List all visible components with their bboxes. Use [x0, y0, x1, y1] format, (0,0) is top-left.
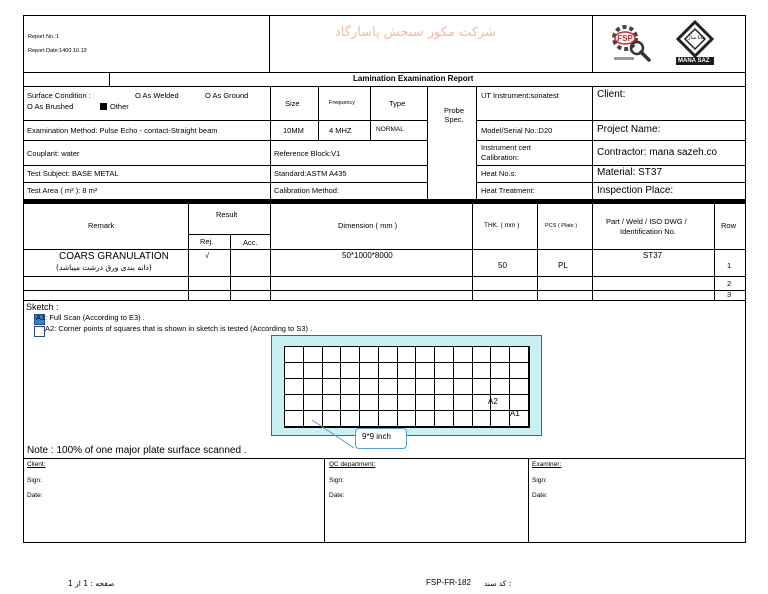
grid-label-a2: A2: [488, 397, 498, 406]
test-area: Test Area ( m² ): 8 m²: [27, 186, 98, 195]
examination-method: Examination Method: Pulse Echo - contact-Straight beam: [27, 126, 218, 135]
grid-cell: [491, 363, 510, 379]
type-label: Type: [389, 99, 406, 108]
grid-cell: [454, 411, 473, 427]
grid-cell: [341, 363, 360, 379]
grid-label-a1: A1: [510, 409, 520, 418]
table-row-1-thk: 50: [498, 261, 507, 270]
signature-examiner-sign: Sign:: [532, 477, 547, 484]
grid-cell: [416, 395, 435, 411]
option-as-welded[interactable]: O As Welded: [135, 91, 179, 100]
grid-cell: [360, 395, 379, 411]
report-title: Lamination Examination Report: [353, 74, 474, 83]
frequency-label: Frequency: [329, 100, 355, 106]
signature-client-sign: Sign:: [27, 477, 42, 484]
grid-cell: [473, 411, 492, 427]
grid-cell: [398, 379, 417, 395]
grid-cell: [360, 379, 379, 395]
dimension-header: Dimension ( mm ): [338, 221, 398, 230]
signature-client-label: Client:: [27, 461, 46, 468]
part-header-line1: Part / Weld / ISO DWG /: [606, 217, 687, 226]
grid-cell: [304, 395, 323, 411]
project-name: Project Name:: [597, 124, 661, 135]
sketch-label: Sketch :: [26, 302, 59, 312]
grid-cell: [435, 347, 454, 363]
grid-cell: [510, 363, 529, 379]
table-row-1-rej: √: [205, 251, 210, 260]
note: Note : 100% of one major plate surface scanned .: [27, 445, 247, 456]
test-subject: Test Subject: BASE METAL: [27, 169, 119, 178]
report-date: Report Date:1400.10.13: [28, 48, 87, 54]
grid-cell: [341, 347, 360, 363]
rej-header: Rej.: [200, 237, 214, 246]
instrument-cert-line2: Calibration:: [481, 153, 519, 162]
signature-qc-sign: Sign:: [329, 477, 344, 484]
table-row-1-number: 1: [727, 261, 732, 270]
grid-cell: [304, 347, 323, 363]
size-value: 10MM: [283, 126, 304, 135]
grid-cell: [323, 363, 342, 379]
grid-cell: [285, 347, 304, 363]
grid-cell: [473, 347, 492, 363]
company-name: شرکت مکور سنجش پاسارگاد: [335, 25, 496, 40]
signature-client-date: Date:: [27, 492, 43, 499]
result-header: Result: [216, 210, 238, 219]
grid-cell: [360, 347, 379, 363]
grid-cell: [323, 379, 342, 395]
remark-header: Remark: [88, 221, 115, 230]
table-row-3-number: 3: [727, 290, 732, 299]
option-as-brushed[interactable]: O As Brushed: [27, 102, 74, 111]
grid-cell: [473, 379, 492, 395]
model-serial: Model/Serial No.:D20: [481, 126, 553, 135]
grid-cell: [285, 363, 304, 379]
report-number: Report No.:1: [28, 34, 60, 40]
thk-header: THK. ( mm ): [484, 222, 520, 229]
callout-pointer: [310, 418, 360, 458]
grid-cell: [341, 395, 360, 411]
inspection-place: Inspection Place:: [597, 185, 674, 196]
grid-cell: [360, 363, 379, 379]
grid-cell: [379, 411, 398, 427]
option-other-checkbox[interactable]: [100, 103, 107, 110]
signature-examiner-date: Date:: [532, 492, 548, 499]
legend-a2: A2: Corner points of squares that is shown in sketch is tested (According to S3) .: [45, 324, 313, 333]
frequency-value: 4 MHZ: [329, 126, 352, 135]
report-frame: [23, 15, 746, 543]
signature-examiner-label: Examiner:: [532, 461, 562, 468]
grid-cell: [491, 411, 510, 427]
contractor: Contractor: mana sazeh.co: [597, 147, 718, 158]
instrument-cert-line1: Instrument cert: [481, 143, 532, 152]
heat-no: Heat No.s:: [481, 169, 517, 178]
calibration-method: Calibration Method:: [274, 186, 340, 195]
grid-cell: [454, 395, 473, 411]
document-code-label: : کد سند: [484, 579, 512, 588]
heat-treatment: Heat Treatment:: [481, 186, 535, 195]
grid-cell: [473, 363, 492, 379]
table-row-1-pcs: PL: [558, 261, 568, 270]
table-row-2-number: 2: [727, 279, 732, 288]
row-header: Row: [721, 221, 737, 230]
grid-cell: [398, 395, 417, 411]
part-header-line2: Identification No.: [620, 227, 676, 236]
table-row-1-remark-fa: (دانه بندی ورق درشت میباشد): [56, 263, 152, 272]
client-field: Client:: [597, 89, 626, 100]
grid-cell: [416, 379, 435, 395]
grid-cell: [360, 411, 379, 427]
svg-text:FSP: FSP: [617, 34, 633, 43]
manasaz-logo-text: MANA SAZ: [678, 58, 710, 64]
signature-qc-label: QC department:: [329, 461, 376, 468]
grid-cell: [435, 363, 454, 379]
material: Material: ST37: [597, 167, 663, 178]
grid-cell: [491, 347, 510, 363]
page-number: صفحه : 1 از 1: [68, 579, 115, 588]
option-other: Other: [110, 102, 129, 111]
grid-cell: [379, 363, 398, 379]
grid-cell: [398, 363, 417, 379]
size-label: Size: [285, 99, 300, 108]
grid-cell: [435, 379, 454, 395]
grid-cell: [341, 379, 360, 395]
grid-cell: [435, 395, 454, 411]
grid-cell: [379, 347, 398, 363]
couplant: Couplant: water: [27, 149, 80, 158]
table-row-1-remark: COARS GRANULATION: [59, 251, 169, 262]
grid-cell: [510, 347, 529, 363]
document-code: FSP-FR-182: [426, 578, 471, 587]
manasaz-logo-fa: مانا ساز: [688, 35, 705, 41]
grid-cell: [285, 411, 304, 427]
reference-block: Reference Block:V1: [274, 149, 341, 158]
grid-cell: [323, 347, 342, 363]
grid-cell: [323, 395, 342, 411]
grid-cell: [398, 411, 417, 427]
grid-cell: [454, 347, 473, 363]
grid-cell: [398, 347, 417, 363]
grid-cell: [454, 379, 473, 395]
grid-cell: [304, 379, 323, 395]
acc-header: Acc.: [243, 238, 258, 247]
grid-cell: [285, 395, 304, 411]
legend-a2-swatch: [34, 326, 45, 337]
signature-qc-date: Date:: [329, 492, 345, 499]
table-row-1-dimension: 50*1000*8000: [342, 251, 393, 260]
table-row-1-part: ST37: [643, 251, 663, 260]
grid-cell: [379, 395, 398, 411]
fsp-logo: [610, 24, 652, 64]
grid-cell: [510, 379, 529, 395]
grid-cell: [304, 363, 323, 379]
legend-a1: A1: Full Scan (According to E3) .: [36, 313, 145, 322]
surface-condition-label: Surface Condition :: [27, 91, 91, 100]
type-value: NORMAL: [376, 126, 404, 133]
ut-instrument: UT Instrument:sonatest: [481, 91, 559, 100]
grid-cell: [454, 363, 473, 379]
grid-cell: [379, 379, 398, 395]
grid-cell: [435, 411, 454, 427]
pcs-header: PCS ( Plate ): [545, 223, 578, 229]
grid-cell: [285, 379, 304, 395]
scan-grid: [284, 346, 530, 428]
callout-label: 9*9 inch: [362, 432, 391, 441]
grid-cell: [416, 411, 435, 427]
grid-cell: [416, 363, 435, 379]
standard: Standard:ASTM A435: [274, 169, 347, 178]
probe-spec-label: Probe Spec.: [443, 106, 464, 125]
grid-cell: [416, 347, 435, 363]
option-as-ground[interactable]: O As Ground: [205, 91, 249, 100]
grid-cell: [491, 379, 510, 395]
